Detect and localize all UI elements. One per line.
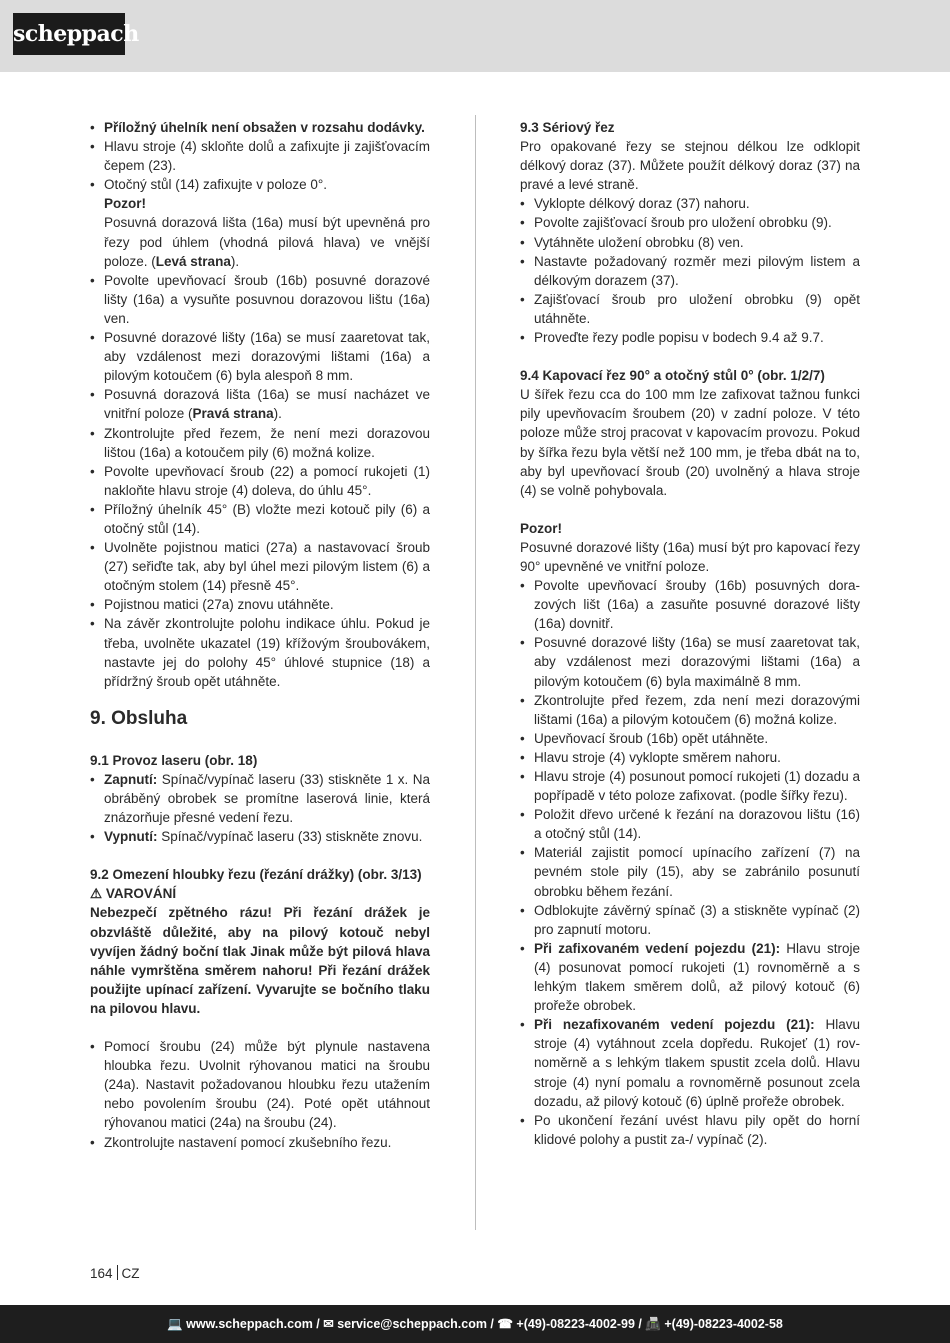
list-item: • Nastavte požadovaný rozměr mezi pilovým listem a délkovým dorazem (37). xyxy=(520,252,860,290)
subsection-title: 9.1 Provoz laseru (obr. 18) xyxy=(90,752,258,768)
list-item: • Při nezafixovaném vedení pojezdu (21): Hlavu stroje (4) vytáhnout zcela dopředu. Rukojeť (1) rovnoměrně a s lehkým tlakem spustit zcela dolů. Hlavu stroje (4) nyní pomalu a rovnoměrně posunout zcela dozadu, až pilový kotouč (6) úplně prořeže obrobek. xyxy=(520,1015,860,1110)
list-item: • Vyklopte délkový doraz (37) nahoru. xyxy=(520,194,860,213)
column-divider xyxy=(475,115,476,1230)
list-item: • Na závěr zkontrolujte polohu indikace úhlu. Pokud je třeba, uvolněte ukazatel (19) křížovým šroubovákem, nastavte jej do polohy 45° úhlové stupnice (18) a přídržný šroub opět utáhněte. xyxy=(90,614,430,690)
footer-contact: 💻 www.scheppach.com / ✉ service@scheppach.com / ☎ +(49)-08223-4002-99 / 📠 +(49)-08223-4002-58 xyxy=(167,1317,783,1331)
list-item: • Zajišťovací šroub pro uložení obrobku (9) opět utáhněte. xyxy=(520,290,860,328)
paragraph: U šířek řezu cca do 100 mm lze zafixovat tažnou funkci pily upevňovacím šroubem (20) v zadní poloze. V této poloze může stroj pracovat v kapovacím provozu. Pokud by šířka řezu byla větší než 100 mm, je třeba dbát na to, aby byl upevňovací šroub (20) uvolněný a hlava stroje (4) se volně pohybovala. xyxy=(520,387,860,498)
bullet-list xyxy=(90,118,430,194)
warning-label: ⚠ VAROVÁNÍ xyxy=(90,886,177,902)
paragraph: Pro opakované řezy se stejnou délkou lze odklopit délkový doraz (37). Můžete použít délkový doraz (37) na pravé a levé straně. xyxy=(520,139,860,193)
warning-text: Nebezpečí zpětného rázu! Při řezání drážek je obzvláště důležité, aby na pilový kotouč nebyl vyvíjen žádný boční tlak Jinak může být pilová hlava náhle vymrštěna směrem nahoru! Při řezání drážek použijte upínací zařízení. Vyvarujte se bočního tlaku na pilovou hlavu. xyxy=(90,905,430,1016)
list-item: • Položit dřevo určené k řezání na dorazovou lištu (16) a otočný stůl (14). xyxy=(520,805,860,843)
pozor-text: Posuvné dorazové lišty (16a) musí být pro kapovací řezy 90° upevněné ve vnitřní poloze. xyxy=(520,539,860,574)
list-item: • Otočný stůl (14) zafixujte v poloze 0°. xyxy=(90,175,430,194)
list-item: • Po ukončení řezání uvést hlavu pily opět do horní klidové polohy a pustit za-/ vypínač (2). xyxy=(520,1111,860,1149)
list-item: • Pomocí šroubu (24) může být plynule nastavena hloubka řezu. Uvolnit rýhovanou matici na šroubu (24a). Nastavit požadovanou hloubku řezu utažením nebo povolením šroubu (24). Poté opět utáhnout rýhovanou matici (24a) na šroubu (24). xyxy=(90,1037,430,1132)
list-item: • Materiál zajistit pomocí upínacího zařízení (7) na pevném stole pily (15), aby se zabránilo posunutí obrobku během řezání. xyxy=(520,843,860,900)
list-item: • Odblokujte závěrný spínač (3) a stiskněte vypínač (2) pro zapnutí motoru. xyxy=(520,901,860,939)
list-item: • Zapnutí: Spínač/vypínač laseru (33) stiskněte 1 x. Na obráběný obrobek se promítne laserová linie, která znázorňuje přesné vedení řezu. xyxy=(90,770,430,827)
bullet-list xyxy=(520,194,860,347)
list-item: • Proveďte řezy podle popisu v bodech 9.4 až 9.7. xyxy=(520,328,860,347)
list-item: • Povolte zajišťovací šroub pro uložení obrobku (9). xyxy=(520,213,860,232)
page-number: 164 CZ xyxy=(90,1266,140,1281)
list-item: • Povolte upevňovací šrouby (16b) posuvných dorazových lišt (16a) a zasuňte posuvné dorazové lišty (16a) dovnitř. xyxy=(520,576,860,633)
list-item: • Zkontrolujte před řezem, že není mezi dorazovou lištou (16a) a kotoučem pily (6) možná kolize. xyxy=(90,424,430,462)
right-column xyxy=(520,118,860,1149)
list-item: • Při zafixovaném vedení pojezdu (21): Hlavu stroje (4) posunovat pomocí rukojeti (1) rovnoměrně a s lehkým tlakem směrem dolů, až pilový kotouč (6) prořeže obrobek. xyxy=(520,939,860,1015)
pozor-text: Posuvná dorazová lišta (16a) musí být upevněná pro řezy pod úhlem (vhodná pilová hlava) ve vnější poloze. (Levá strana). xyxy=(104,215,430,269)
list-item: • Příložný úhelník není obsažen v rozsahu dodávky. xyxy=(90,118,430,137)
bullet-list xyxy=(90,770,430,846)
bullet-list xyxy=(520,576,860,1149)
pozor-title: Pozor! xyxy=(104,196,146,212)
list-item: • Příložný úhelník 45° (B) vložte mezi kotouč pily (6) a otočný stůl (14). xyxy=(90,500,430,538)
page-header xyxy=(0,0,950,72)
list-item: • Vypnutí: Spínač/vypínač laseru (33) stiskněte znovu. xyxy=(90,827,430,846)
list-item: • Posuvné dorazové lišty (16a) se musí zaaretovat tak, aby vzdálenost mezi dorazovými lištami (16a) a pilovým kotoučem (6) byla maximálně 8 mm. xyxy=(520,633,860,690)
list-item: • Posuvná dorazová lišta (16a) se musí nacházet ve vnitřní poloze (Pravá strana). xyxy=(90,385,430,423)
list-item: • Povolte upevňovací šroub (16b) posuvné dorazové lišty (16a) a vysuňte posuvnou dorazovou lištu (16a) ven. xyxy=(90,271,430,328)
list-item: • Posuvné dorazové lišty (16a) se musí zaaretovat tak, aby vzdálenost mezi dorazovými lištami (16a) a pilovým kotoučem (6) byla alespoň 8 mm. xyxy=(90,328,430,385)
subsection-title: 9.2 Omezení hloubky řezu (řezání drážky) (obr. 3/13) xyxy=(90,867,422,883)
pozor-note xyxy=(90,194,430,270)
scheppach-logo: scheppach xyxy=(13,13,125,55)
list-item: • Vytáhněte uložení obrobku (8) ven. xyxy=(520,233,860,252)
pozor-title: Pozor! xyxy=(520,520,562,536)
list-item: • Hlavu stroje (4) vyklopte směrem nahoru. xyxy=(520,748,860,767)
list-item: • Zkontrolujte nastavení pomocí zkušebního řezu. xyxy=(90,1133,430,1152)
subsection-title: 9.3 Sériový řez xyxy=(520,120,615,135)
list-item: • Povolte upevňovací šroub (22) a pomocí rukojeti (1) nakloňte hlavu stroje (4) doleva, do úhlu 45°. xyxy=(90,462,430,500)
list-item: • Hlavu stroje (4) skloňte dolů a zafixujte ji zajišťovacím čepem (23). xyxy=(90,137,430,175)
page-footer xyxy=(0,1305,950,1343)
list-item: • Pojistnou matici (27a) znovu utáhněte. xyxy=(90,595,430,614)
bullet-list xyxy=(90,1037,430,1152)
list-item: • Uvolněte pojistnou matici (27a) a nastavovací šroub (27) seřiďte tak, aby byl úhel mezi pilovým listem (6) a otočným stolem (14) přesně 45°. xyxy=(90,538,430,595)
left-column xyxy=(90,118,430,1152)
subsection-title: 9.4 Kapovací řez 90° a otočný stůl 0° (obr. 1/2/7) xyxy=(520,368,825,384)
bullet-list xyxy=(90,271,430,691)
list-item: • Upevňovací šroub (16b) opět utáhněte. xyxy=(520,729,860,748)
section-title: 9. Obsluha xyxy=(90,707,188,729)
list-item: • Hlavu stroje (4) posunout pomocí rukojeti (1) dozadu a popřípadě v této poloze zafixovat. (podle šířky řezu). xyxy=(520,767,860,805)
list-item: • Zkontrolujte před řezem, zda není mezi dorazovými lištami (16a) a pilovým kotoučem (6) možná kolize. xyxy=(520,691,860,729)
